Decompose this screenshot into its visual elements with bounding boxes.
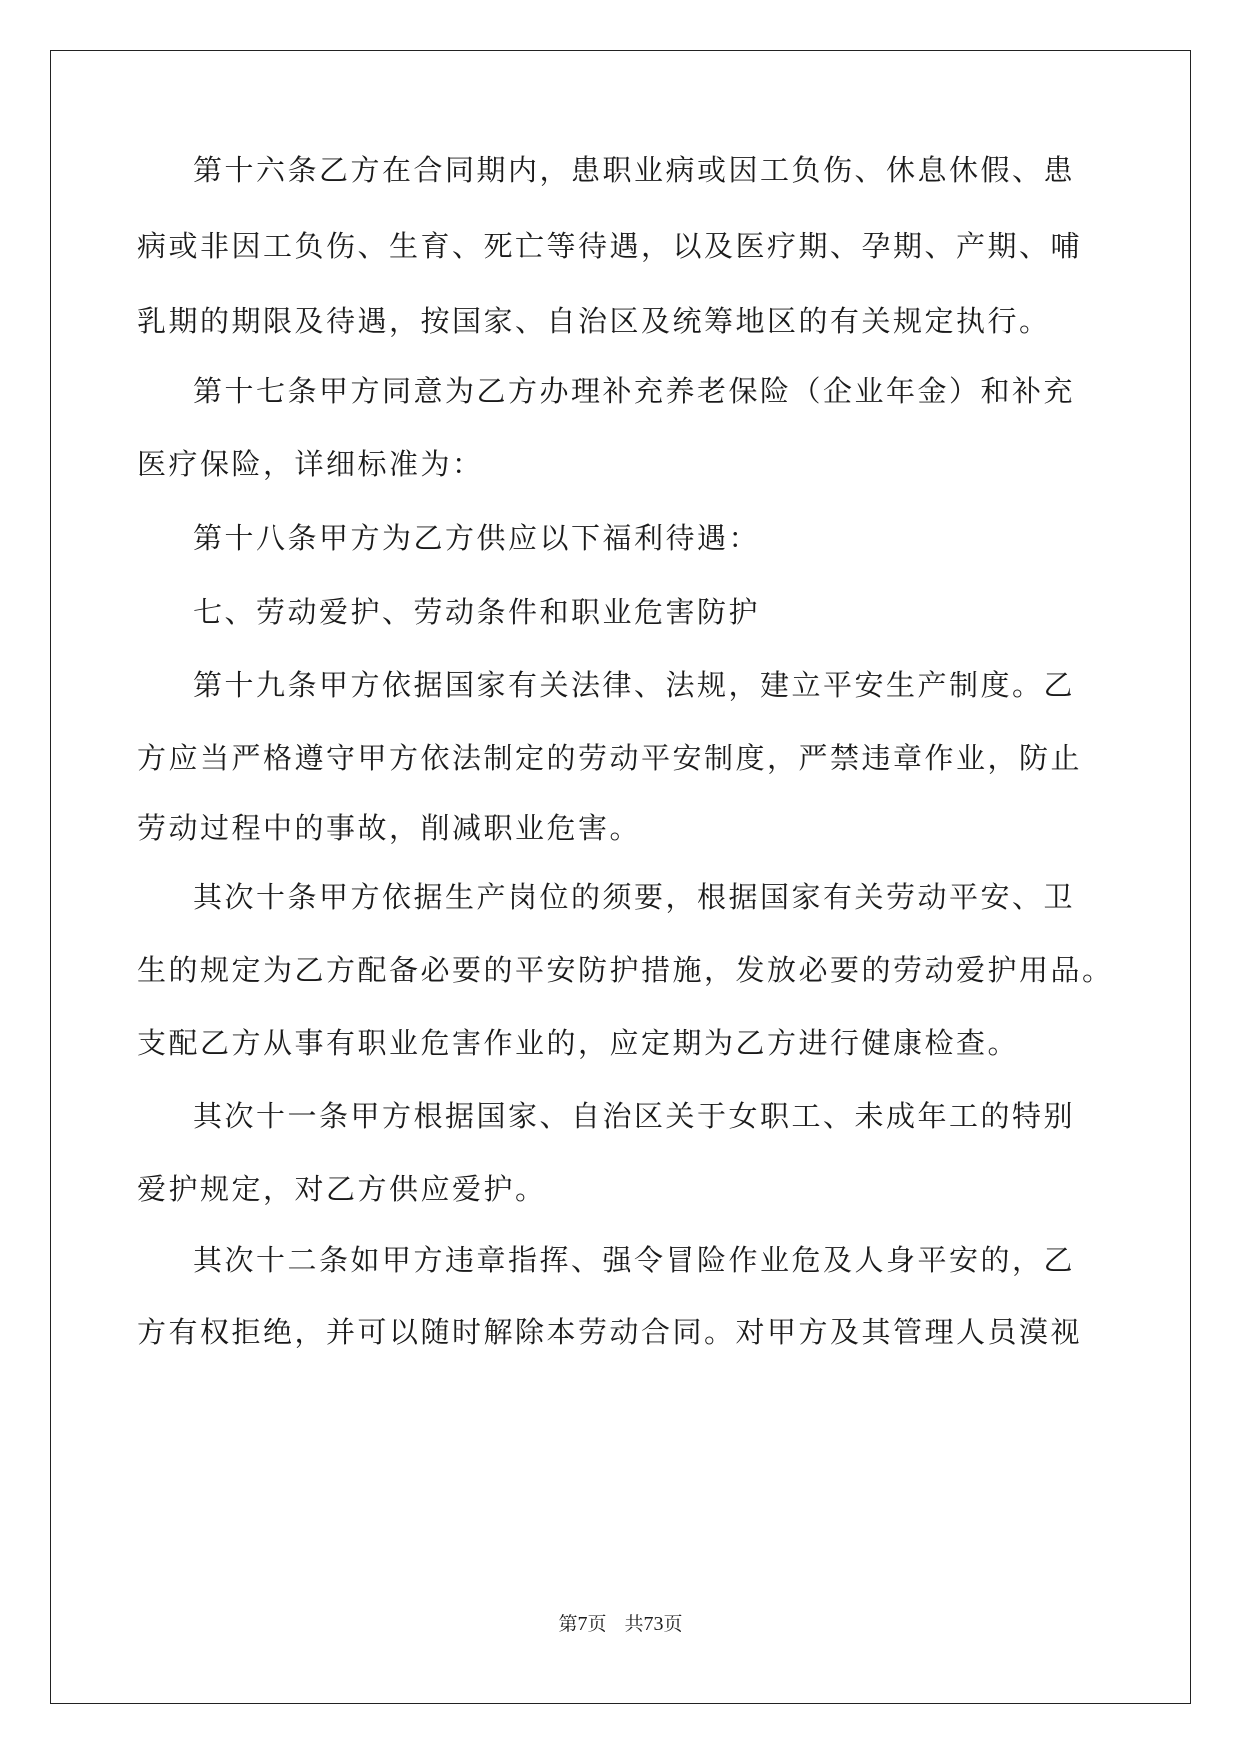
- total-pages-suffix: 页: [663, 1614, 683, 1635]
- section-heading: 七、劳动爱护、劳动条件和职业危害防护: [193, 595, 761, 629]
- paragraph-line: 支配乙方从事有职业危害作业的，应定期为乙方进行健康检查。: [137, 1026, 1020, 1060]
- paragraph-line: 其次十二条如甲方违章指挥、强令冒险作业危及人身平安的，乙: [193, 1243, 1076, 1277]
- page-footer: [0, 1612, 1241, 1637]
- page-number-suffix: 页: [587, 1614, 607, 1635]
- paragraph-line: 病或非因工负伤、生育、死亡等待遇，以及医疗期、孕期、产期、哺: [137, 229, 1083, 263]
- paragraph-line: 其次十条甲方依据生产岗位的须要，根据国家有关劳动平安、卫: [193, 880, 1076, 914]
- paragraph-line: 其次十一条甲方根据国家、自治区关于女职工、未成年工的特别: [193, 1099, 1076, 1133]
- paragraph-line: 第十七条甲方同意为乙方办理补充养老保险（企业年金）和补充: [193, 374, 1076, 408]
- paragraph-line: 第十六条乙方在合同期内，患职业病或因工负伤、休息休假、患: [193, 153, 1076, 187]
- total-pages-prefix: 共: [624, 1614, 644, 1635]
- paragraph-line: 乳期的期限及待遇，按国家、自治区及统筹地区的有关规定执行。: [137, 304, 1051, 338]
- paragraph-line: 方有权拒绝，并可以随时解除本劳动合同。对甲方及其管理人员漠视: [137, 1315, 1083, 1349]
- paragraph-line: 第十九条甲方依据国家有关法律、法规，建立平安生产制度。乙: [193, 668, 1076, 702]
- paragraph-line: 方应当严格遵守甲方依法制定的劳动平安制度，严禁违章作业，防止: [137, 741, 1083, 775]
- paragraph-line: 劳动过程中的事故，削减职业危害。: [137, 811, 642, 845]
- paragraph-line: 医疗保险，详细标准为：: [137, 447, 484, 481]
- paragraph-line: 第十八条甲方为乙方供应以下福利待遇：: [193, 521, 761, 555]
- paragraph-line: 爱护规定，对乙方供应爱护。: [137, 1172, 547, 1206]
- page-number: 7: [577, 1613, 588, 1635]
- page-number-prefix: 第: [558, 1614, 578, 1635]
- total-pages: 73: [643, 1613, 664, 1635]
- paragraph-line: 生的规定为乙方配备必要的平安防护措施，发放必要的劳动爱护用品。: [137, 953, 1114, 987]
